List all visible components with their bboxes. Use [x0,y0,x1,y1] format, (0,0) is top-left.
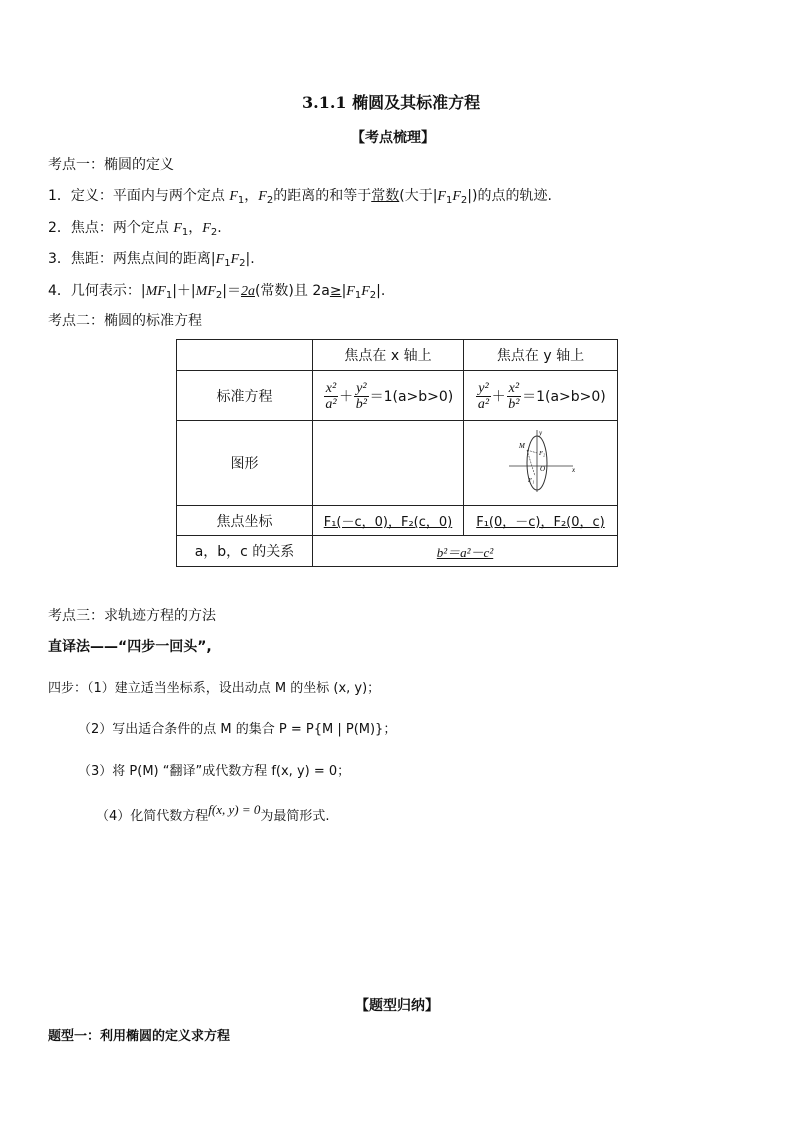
kp1-item-1: 1．定义：平面内与两个定点 $F_1$，$F_2$的距离的和等于常数(大于$|F_1F_2|$)的点的轨迹. [48,188,552,206]
table-corner-cell [177,340,313,371]
ellipse-vertical-figure [501,426,581,496]
focus-y-axis: F₁(0，－c)，F₂(0，c) [464,506,618,536]
fig-label-o: O [539,465,545,473]
equation-x-axis: $\frac{\text{x²}}{\text{a²}}$ ＋ $\frac{\text{y²}}{\text{b²}}$ ＝1(a>b>0) [313,371,464,421]
step-2: （2）写出适合条件的点 M 的集合 P = P{M | P(M)}； [78,722,397,737]
figure-y-axis [464,421,618,506]
method-name: 直译法——“四步一回头”, [48,639,212,655]
equation-y-axis: $\frac{\text{y²}}{\text{a²}}$ ＋ $\frac{\text{x²}}{\text{b²}}$ ＝1(a>b>0) [464,371,618,421]
kp1-item-2: 2．焦点：两个定点 $F_1$，$F_2$. [48,220,222,238]
fig-label-x: x [571,466,575,474]
step-1: 四步：（1）建立适当坐标系，设出动点 M 的坐标 (x, y)； [48,681,381,696]
kp2-heading: 考点二：椭圆的标准方程 [48,313,202,329]
mf2-segment [527,450,537,453]
row-label-focus: 焦点坐标 [177,506,313,536]
row-label-figure: 图形 [177,421,313,506]
section-heading-review: 【考点梳理】 [351,130,435,146]
header-focus-x: 焦点在 x 轴上 [313,340,464,371]
standard-equation-table [176,339,618,567]
kp1-item-4: 4．几何表示：$|MF_1|+|MF_2|=2a$(常数)且 $2a\ge|F_1F_2|$. [48,283,386,301]
relation-formula: b²＝a²－c² [313,536,618,567]
kp1-item-3: 3．焦距：两焦点间的距离$|F_1F_2|$. [48,251,255,269]
fig-label-f2: F₂ [538,450,545,457]
mf1-segment [527,450,535,476]
step-4: （4）化简代数方程f(x, y) = 0为最简形式. [96,802,330,824]
type-1-heading: 题型一：利用椭圆的定义求方程 [48,1029,231,1044]
row-label-equation: 标准方程 [177,371,313,421]
kp1-heading: 考点一：椭圆的定义 [48,157,174,173]
fig-label-m: M [518,442,525,450]
step-3: （3）将 P(M) “翻译”成代数方程 f(x, y) = 0； [78,764,351,779]
kp3-heading: 考点三：求轨迹方程的方法 [48,608,216,624]
fig-label-f1: F₁ [527,477,534,484]
section-heading-types: 【题型归纳】 [355,998,439,1014]
focus-x-axis: F₁(－c，0)，F₂(c，0) [313,506,464,536]
figure-x-axis-empty [313,421,464,506]
page-title: 3.1.1 椭圆及其标准方程 [302,93,481,112]
row-label-relation: a，b，c 的关系 [177,536,313,567]
fig-label-y: y [538,429,542,437]
header-focus-y: 焦点在 y 轴上 [464,340,618,371]
